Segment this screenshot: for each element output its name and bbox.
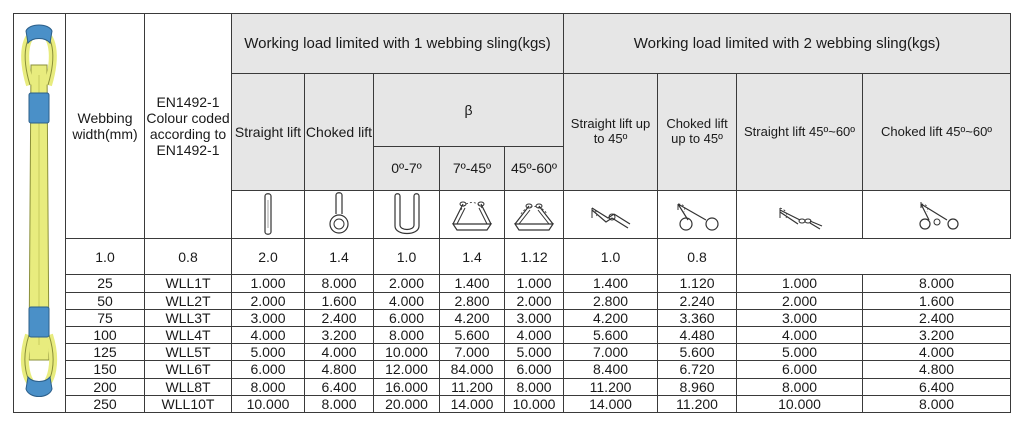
table-row xyxy=(14,361,1011,378)
value-cell: 8.960 xyxy=(658,378,737,395)
value-cell: 3.200 xyxy=(863,326,1011,343)
value-cell: 3.200 xyxy=(305,326,374,343)
webbing-sling-icon xyxy=(17,15,63,405)
table-row xyxy=(14,378,1011,395)
value-cell: 4.000 xyxy=(505,326,564,343)
value-cell: 1.600 xyxy=(863,292,1011,309)
two-sling-straight-45-60-icon xyxy=(770,194,830,234)
choked-lift-header: Choked lift xyxy=(305,74,374,190)
value-cell: 6.720 xyxy=(658,361,737,378)
two-sling-straight-45-icon xyxy=(586,194,636,234)
value-cell: 10.000 xyxy=(505,395,564,412)
value-cell: 3.000 xyxy=(737,309,863,326)
value-cell: 10.000 xyxy=(737,395,863,412)
choked-lift-pic-cell xyxy=(305,190,374,238)
wll-code-cell: WLL3T xyxy=(145,309,232,326)
value-cell: 1.600 xyxy=(305,292,374,309)
value-cell: 5.600 xyxy=(440,326,505,343)
load-table-sheet xyxy=(13,13,1010,413)
value-cell: 4.000 xyxy=(863,344,1011,361)
value-cell: 14.000 xyxy=(564,395,658,412)
value-cell: 12.000 xyxy=(374,361,440,378)
basket-7-45-pic-cell xyxy=(440,190,505,238)
table-row xyxy=(14,344,1011,361)
wll-code-cell: WLL10T xyxy=(145,395,232,412)
straight-lift-up-to-45-header: Straight lift up to 45º xyxy=(564,74,658,190)
value-cell: 8.000 xyxy=(374,326,440,343)
value-cell: 1.400 xyxy=(564,275,658,292)
factor-cell: 1.4 xyxy=(305,239,374,275)
factor-cell: 1.12 xyxy=(505,239,564,275)
two-sling-choked-45-pic-cell xyxy=(658,190,737,238)
value-cell: 8.400 xyxy=(564,361,658,378)
value-cell: 1.000 xyxy=(737,275,863,292)
two-sling-choked-45-60-pic-cell xyxy=(863,190,1011,238)
width-cell: 125 xyxy=(66,344,145,361)
value-cell: 6.400 xyxy=(863,378,1011,395)
wll-code-cell: WLL8T xyxy=(145,378,232,395)
value-cell: 5.000 xyxy=(232,344,305,361)
choked-lift-icon xyxy=(322,192,356,236)
basket-0-7-icon xyxy=(387,192,427,236)
two-sling-straight-45-60-pic-cell xyxy=(737,190,863,238)
colour-code-header: EN1492-1 Colour coded according to EN1492-1 xyxy=(145,14,232,239)
straight-lift-icon xyxy=(253,192,283,236)
straight-lift-pic-cell xyxy=(232,190,305,238)
factor-cell: 2.0 xyxy=(232,239,305,275)
value-cell: 4.200 xyxy=(564,309,658,326)
value-cell: 5.000 xyxy=(505,344,564,361)
basket-45-60-icon xyxy=(509,194,559,234)
wll-code-cell: WLL6T xyxy=(145,361,232,378)
wll-code-cell: WLL1T xyxy=(145,275,232,292)
value-cell: 5.600 xyxy=(564,326,658,343)
wll-code-cell: WLL4T xyxy=(145,326,232,343)
value-cell: 2.800 xyxy=(564,292,658,309)
table-row xyxy=(14,309,1011,326)
angle-0-7-header: 0º-7º xyxy=(374,146,440,190)
value-cell: 7.000 xyxy=(564,344,658,361)
value-cell: 4.800 xyxy=(305,361,374,378)
value-cell: 11.200 xyxy=(564,378,658,395)
value-cell: 2.000 xyxy=(232,292,305,309)
value-cell: 1.000 xyxy=(505,275,564,292)
value-cell: 1.120 xyxy=(658,275,737,292)
straight-lift-header: Straight lift xyxy=(232,74,305,190)
value-cell: 6.000 xyxy=(737,361,863,378)
basket-45-60-pic-cell xyxy=(505,190,564,238)
two-sling-group-header: Working load limited with 2 webbing sling(kgs) xyxy=(564,14,1011,74)
value-cell: 6.000 xyxy=(374,309,440,326)
value-cell: 4.800 xyxy=(863,361,1011,378)
sling-picture-cell xyxy=(14,14,66,413)
two-sling-choked-45-60-icon xyxy=(907,194,967,234)
webbing-width-header: Webbing width(mm) xyxy=(66,14,145,239)
width-cell: 250 xyxy=(66,395,145,412)
value-cell: 8.000 xyxy=(232,378,305,395)
value-cell: 14.000 xyxy=(440,395,505,412)
beta-header: β xyxy=(374,74,564,146)
factor-cell: 1.0 xyxy=(564,239,658,275)
value-cell: 8.000 xyxy=(505,378,564,395)
value-cell: 4.000 xyxy=(305,344,374,361)
width-cell: 25 xyxy=(66,275,145,292)
angle-7-45-header: 7º-45º xyxy=(440,146,505,190)
factor-cell: 1.0 xyxy=(374,239,440,275)
value-cell: 4.000 xyxy=(232,326,305,343)
value-cell: 5.000 xyxy=(737,344,863,361)
table-row xyxy=(14,326,1011,343)
value-cell: 3.360 xyxy=(658,309,737,326)
value-cell: 1.400 xyxy=(440,275,505,292)
width-cell: 100 xyxy=(66,326,145,343)
value-cell: 11.200 xyxy=(658,395,737,412)
value-cell: 1.000 xyxy=(232,275,305,292)
wll-code-cell: WLL5T xyxy=(145,344,232,361)
value-cell: 7.000 xyxy=(440,344,505,361)
value-cell: 4.480 xyxy=(658,326,737,343)
value-cell: 2.000 xyxy=(374,275,440,292)
value-cell: 11.200 xyxy=(440,378,505,395)
value-cell: 10.000 xyxy=(232,395,305,412)
factor-row xyxy=(14,239,1011,275)
factor-cell: 0.8 xyxy=(658,239,737,275)
value-cell: 6.000 xyxy=(505,361,564,378)
working-load-table xyxy=(13,13,1011,413)
value-cell: 4.000 xyxy=(737,326,863,343)
value-cell: 3.000 xyxy=(232,309,305,326)
basket-0-7-pic-cell xyxy=(374,190,440,238)
value-cell: 8.000 xyxy=(305,395,374,412)
wll-code-cell: WLL2T xyxy=(145,292,232,309)
table-row xyxy=(14,395,1011,412)
value-cell: 10.000 xyxy=(374,344,440,361)
value-cell: 2.800 xyxy=(440,292,505,309)
value-cell: 4.200 xyxy=(440,309,505,326)
width-cell: 50 xyxy=(66,292,145,309)
value-cell: 8.000 xyxy=(863,395,1011,412)
factor-cell: 1.0 xyxy=(66,239,145,275)
value-cell: 16.000 xyxy=(374,378,440,395)
factor-cell: 0.8 xyxy=(145,239,232,275)
value-cell: 8.000 xyxy=(737,378,863,395)
value-cell: 8.000 xyxy=(305,275,374,292)
value-cell: 5.600 xyxy=(658,344,737,361)
value-cell: 20.000 xyxy=(374,395,440,412)
choked-lift-up-to-45-header: Choked lift up to 45º xyxy=(658,74,737,190)
table-row xyxy=(14,275,1011,292)
factor-cell: 1.4 xyxy=(440,239,505,275)
value-cell: 2.000 xyxy=(505,292,564,309)
one-sling-group-header: Working load limited with 1 webbing sling(kgs) xyxy=(232,14,564,74)
width-cell: 200 xyxy=(66,378,145,395)
value-cell: 2.400 xyxy=(863,309,1011,326)
width-cell: 150 xyxy=(66,361,145,378)
table-row xyxy=(14,292,1011,309)
value-cell: 6.000 xyxy=(232,361,305,378)
choked-lift-45-60-header: Choked lift 45º~60º xyxy=(863,74,1011,190)
two-sling-straight-45-pic-cell xyxy=(564,190,658,238)
value-cell: 3.000 xyxy=(505,309,564,326)
value-cell: 8.000 xyxy=(863,275,1011,292)
basket-7-45-icon xyxy=(447,194,497,234)
value-cell: 2.240 xyxy=(658,292,737,309)
two-sling-choked-45-icon xyxy=(670,194,724,234)
width-cell: 75 xyxy=(66,309,145,326)
value-cell: 6.400 xyxy=(305,378,374,395)
angle-45-60-header: 45º-60º xyxy=(505,146,564,190)
value-cell: 4.000 xyxy=(374,292,440,309)
straight-lift-45-60-header: Straight lift 45º~60º xyxy=(737,74,863,190)
value-cell: 84.000 xyxy=(440,361,505,378)
value-cell: 2.000 xyxy=(737,292,863,309)
value-cell: 2.400 xyxy=(305,309,374,326)
